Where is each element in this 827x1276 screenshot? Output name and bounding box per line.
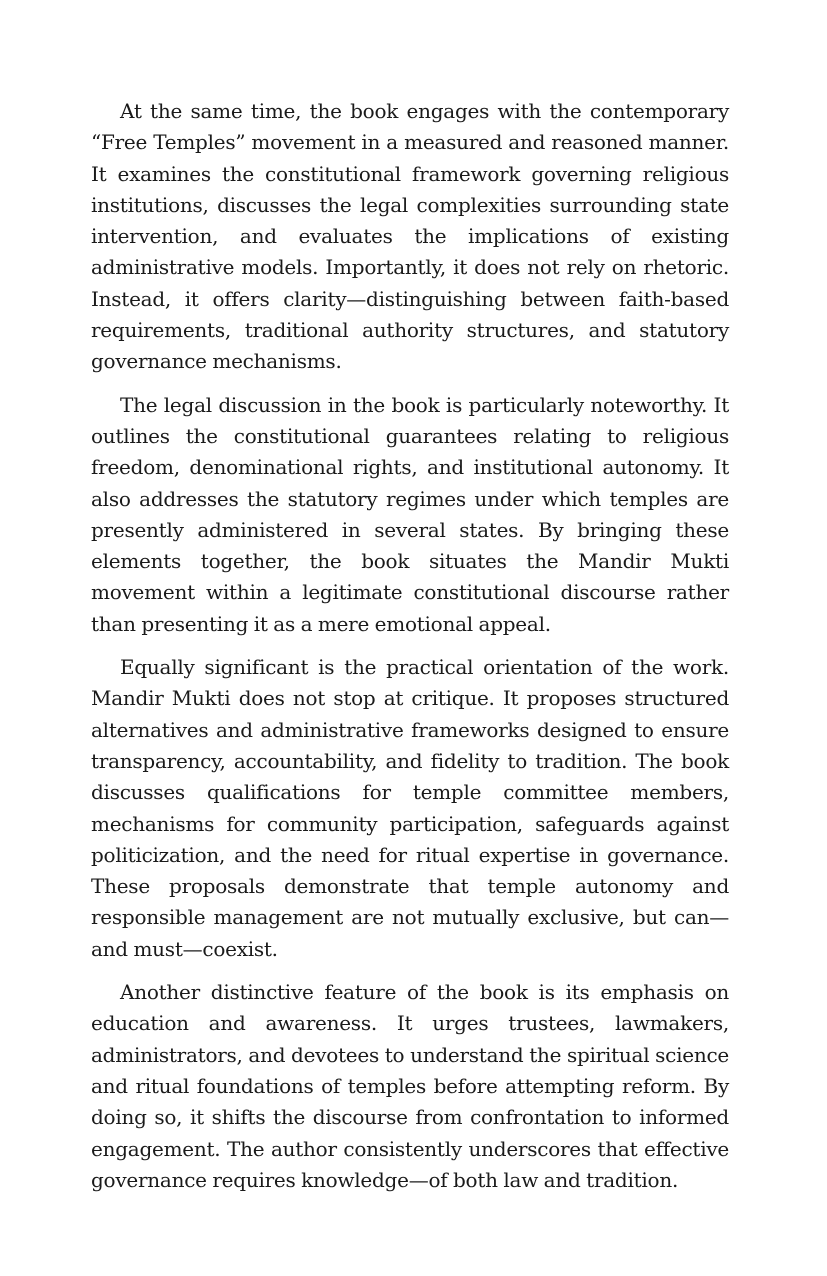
document-page [91,96,729,1208]
paragraph-free-temples: At the same time, the book engages with the contemporary “Free Temples” movement in a measured and reasoned manner. It examines the constitutional framework governing religious institutions, discusses the legal complexities surrounding state intervention, and evaluates the implications of existing administrative models. Importantly, it does not rely on rhetoric. Instead, it offers clarity—distinguishing between faith-based requirements, traditional authority structures, and statutory governance mechanisms. [91,99,729,374]
paragraph-legal-discussion: The legal discussion in the book is particularly noteworthy. It outlines the constitutional guarantees relating to religious freedom, denominational rights, and institutional autonomy. It also addresses the statutory regimes under which temples are presently administered in several states. By bringing these elements together, the book situates the Mandir Mukti movement within a legitimate constitutional discourse rather than presenting it as a mere emotional appeal. [91,392,729,636]
paragraph-practical-orientation: Equally significant is the practical orientation of the work. Mandir Mukti does not stop at critique. It proposes structured alternatives and administrative frameworks designed to ensure transparency, accountability, and fidelity to tradition. The book discusses qualifications for temple committee members, mechanisms for community participation, safeguards against politicization, and the need for ritual expertise in governance. These proposals demonstrate that temple autonomy and responsible management are not mutually exclusive, but can—and must—coexist. [91,655,729,961]
paragraph-education-awareness: Another distinctive feature of the book is its emphasis on education and awareness. It urges trustees, lawmakers, administrators, and devotees to understand the spiritual science and ritual foundations of temples before attempting reform. By doing so, it shifts the discourse from confrontation to informed engagement. The author consistently underscores that effective governance requires knowledge—of both law and tradition. [91,980,729,1192]
